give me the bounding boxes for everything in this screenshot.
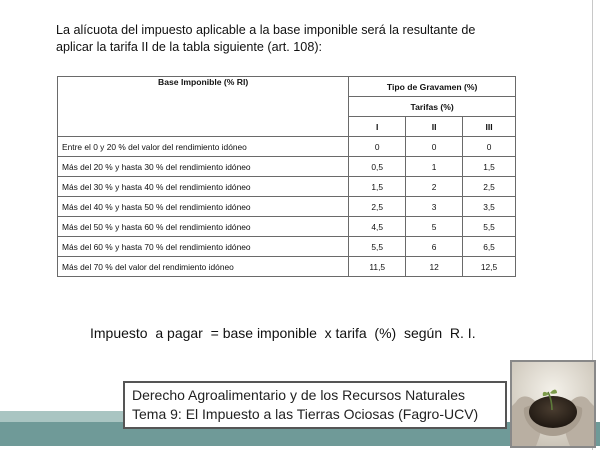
table-row [58, 177, 516, 197]
header-tarifa-iii: III [463, 117, 516, 137]
footer-band-light [0, 411, 123, 422]
cell-tarifa-iii: 1,5 [463, 157, 516, 177]
header-tarifa-i: I [349, 117, 406, 137]
cell-tarifa-iii: 5,5 [463, 217, 516, 237]
intro-line-1: La alícuota del impuesto aplicable a la base imponible será la resultante de [56, 23, 476, 37]
cell-tarifa-ii: 2 [406, 177, 463, 197]
cell-base: Más del 50 % y hasta 60 % del rendimiento idóneo [58, 217, 349, 237]
header-tipo-gravamen: Tipo de Gravamen (%) [349, 77, 516, 97]
cell-base: Entre el 0 y 20 % del valor del rendimiento idóneo [58, 137, 349, 157]
table-row [58, 157, 516, 177]
cell-tarifa-i: 0 [349, 137, 406, 157]
cell-tarifa-ii: 3 [406, 197, 463, 217]
table-row [58, 237, 516, 257]
table-row [58, 197, 516, 217]
cell-tarifa-iii: 0 [463, 137, 516, 157]
cell-tarifa-iii: 12,5 [463, 257, 516, 277]
header-tarifas: Tarifas (%) [349, 97, 516, 117]
cell-base: Más del 20 % y hasta 30 % del rendimiento idóneo [58, 157, 349, 177]
cell-tarifa-ii: 6 [406, 237, 463, 257]
intro-paragraph [56, 22, 518, 56]
table-row [58, 217, 516, 237]
cell-tarifa-i: 5,5 [349, 237, 406, 257]
intro-line-2: aplicar la tarifa II de la tabla siguiente (art. 108): [56, 40, 323, 54]
cell-tarifa-ii: 0 [406, 137, 463, 157]
header-tarifa-ii: II [406, 117, 463, 137]
cell-tarifa-ii: 12 [406, 257, 463, 277]
formula-text: Impuesto a pagar = base imponible x tarifa (%) según R. I. [90, 325, 476, 341]
cell-tarifa-i: 0,5 [349, 157, 406, 177]
cell-base: Más del 40 % y hasta 50 % del rendimiento idóneo [58, 197, 349, 217]
cell-tarifa-ii: 5 [406, 217, 463, 237]
cell-tarifa-i: 2,5 [349, 197, 406, 217]
table-row [58, 257, 516, 277]
cell-tarifa-iii: 2,5 [463, 177, 516, 197]
cell-base: Más del 60 % y hasta 70 % del rendimiento idóneo [58, 237, 349, 257]
footer-course-title: Derecho Agroalimentario y de los Recursos Naturales [132, 387, 466, 403]
cell-base: Más del 30 % y hasta 40 % del rendimiento idóneo [58, 177, 349, 197]
footer-topic-title: Tema 9: El Impuesto a las Tierras Ociosas (Fagro-UCV) [132, 406, 479, 422]
cell-tarifa-i: 4,5 [349, 217, 406, 237]
cell-tarifa-i: 1,5 [349, 177, 406, 197]
tarifa-table [57, 76, 516, 277]
hands-soil-icon [512, 362, 594, 446]
header-base-imponible: Base Imponible (% RI) [58, 77, 349, 137]
cell-tarifa-ii: 1 [406, 157, 463, 177]
cell-tarifa-i: 11,5 [349, 257, 406, 277]
cell-tarifa-iii: 3,5 [463, 197, 516, 217]
cell-tarifa-iii: 6,5 [463, 237, 516, 257]
table-header-row [58, 77, 516, 97]
table-row [58, 137, 516, 157]
hands-holding-soil-photo [510, 360, 596, 448]
footer-title-box [123, 381, 507, 429]
cell-base: Más del 70 % del valor del rendimiento idóneo [58, 257, 349, 277]
